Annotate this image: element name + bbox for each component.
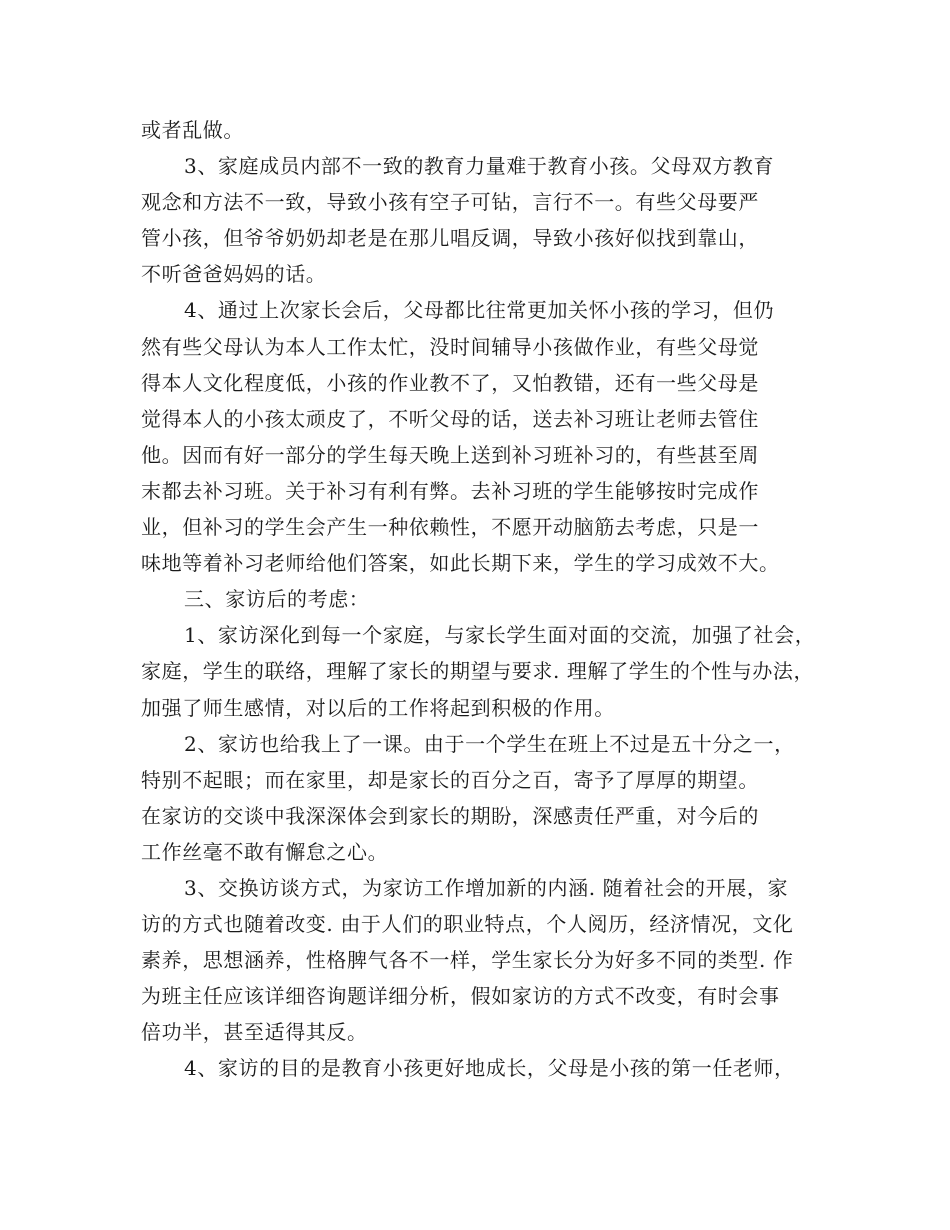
text-line: 为班主任应该详细咨询题详细分析，假如家访的方式不改变，有时会事 <box>141 984 780 1009</box>
text-line: 特别不起眼；而在家里，却是家长的百分之百，寄予了厚厚的期望。 <box>141 767 759 792</box>
text-line: 末都去补习班。关于补习有利有弊。去补习班的学生能够按时完成作 <box>141 478 759 503</box>
text-line: 管小孩，但爷爷奶奶却老是在那儿唱反调，导致小孩好似找到靠山， <box>141 226 759 251</box>
text-line: 不听爸爸妈妈的话。 <box>141 262 327 287</box>
text-line: 或者乱做。 <box>141 118 244 142</box>
text-line: 3、家庭成员内部不一致的教育力量难于教育小孩。父母双方教育 <box>184 154 775 179</box>
text-line: 加强了师生感情，对以后的工作将起到积极的作用。 <box>141 695 615 720</box>
text-line: 1、家访深化到每一个家庭，与家长学生面对面的交流，加强了社会， <box>184 623 816 648</box>
text-line: 业，但补习的学生会产生一种依赖性，不愿开动脑筋去考虑，只是一 <box>141 515 759 540</box>
text-line: 在家访的交谈中我深深体会到家长的期盼，深感责任严重，对今后的 <box>141 803 759 828</box>
text-line: 4、通过上次家长会后，父母都比往常更加关怀小孩的学习，但仍 <box>184 298 775 323</box>
text-line: 倍功半，甚至适得其反。 <box>141 1020 368 1045</box>
text-line: 他。因而有好一部分的学生每天晚上送到补习班补习的，有些甚至周 <box>141 442 759 467</box>
text-line: 味地等着补习老师给他们答案，如此长期下来，学生的学习成效不大。 <box>141 551 780 576</box>
text-line: 3、交换访谈方式，为家访工作增加新的内涵. 随着社会的开展，家 <box>184 875 789 900</box>
text-line: 访的方式也随着改变. 由于人们的职业特点，个人阅历，经济情况，文化 <box>141 912 794 937</box>
text-line: 三、家访后的考虑： <box>184 587 370 612</box>
document-body <box>141 112 817 1087</box>
text-line: 觉得本人的小孩太顽皮了，不听父母的话，送去补习班让老师去管住 <box>141 406 759 431</box>
text-line: 工作丝毫不敢有懈怠之心。 <box>141 839 389 864</box>
text-line: 观念和方法不一致，导致小孩有空子可钻，言行不一。有些父母要严 <box>141 190 759 215</box>
text-line: 2、家访也给我上了一课。由于一个学生在班上不过是五十分之一， <box>184 731 795 756</box>
text-line: 得本人文化程度低，小孩的作业教不了，又怕教错，还有一些父母是 <box>141 370 759 395</box>
text-line: 然有些父母认为本人工作太忙，没时间辅导小孩做作业，有些父母觉 <box>141 334 759 359</box>
text-line: 家庭，学生的联络，理解了家长的期望与要求. 理解了学生的个性与办法， <box>141 659 815 684</box>
text-line: 4、家访的目的是教育小孩更好地成长，父母是小孩的第一任老师， <box>184 1056 795 1081</box>
text-line: 素养，思想涵养，性格脾气各不一样，学生家长分为好多不同的类型. 作 <box>141 948 794 973</box>
